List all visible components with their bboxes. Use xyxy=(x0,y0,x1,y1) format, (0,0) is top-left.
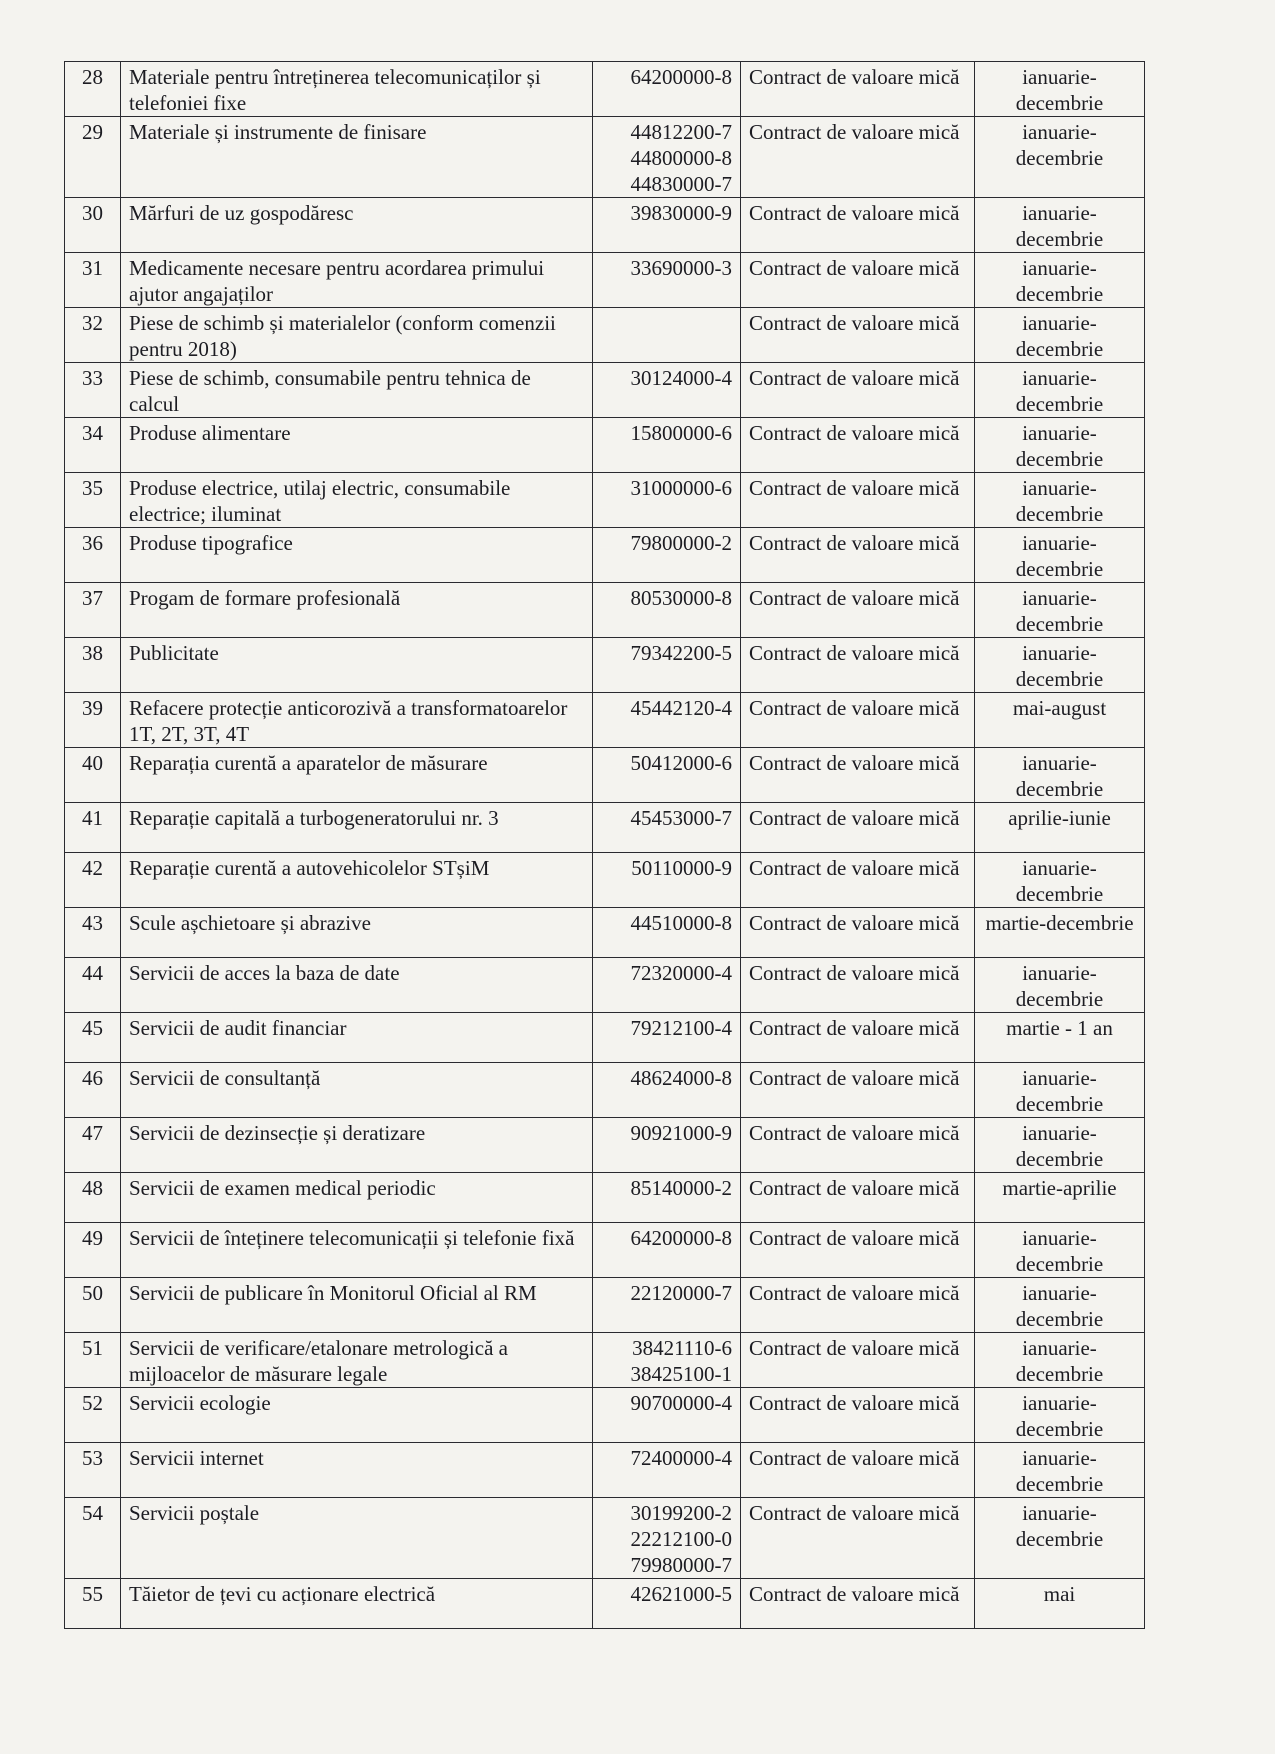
contract-type-cell: Contract de valoare mică xyxy=(741,1388,975,1443)
contract-type-cell: Contract de valoare mică xyxy=(741,117,975,198)
cpv-code-cell: 42621000-5 xyxy=(593,1579,741,1629)
row-number-cell: 40 xyxy=(65,748,121,803)
table-row xyxy=(65,1443,1145,1498)
row-number-cell: 41 xyxy=(65,803,121,853)
contract-type-cell: Contract de valoare mică xyxy=(741,1278,975,1333)
cpv-code-cell: 44812200-7 44800000-8 44830000-7 xyxy=(593,117,741,198)
term-cell: martie-decembrie xyxy=(975,908,1145,958)
item-name-cell: Servicii internet xyxy=(121,1443,593,1498)
term-cell: ianuarie-decembrie xyxy=(975,1388,1145,1443)
cpv-code-cell: 50412000-6 xyxy=(593,748,741,803)
term-cell: ianuarie-decembrie xyxy=(975,1118,1145,1173)
cpv-code-cell: 64200000-8 xyxy=(593,1223,741,1278)
item-name-cell: Servicii de dezinsecție și deratizare xyxy=(121,1118,593,1173)
row-number-cell: 47 xyxy=(65,1118,121,1173)
table-row xyxy=(65,62,1145,117)
cpv-code-cell: 79342200-5 xyxy=(593,638,741,693)
row-number-cell: 33 xyxy=(65,363,121,418)
item-name-cell: Servicii de înteținere telecomunicații și telefonie fixă xyxy=(121,1223,593,1278)
table-row xyxy=(65,1498,1145,1579)
contract-type-cell: Contract de valoare mică xyxy=(741,1333,975,1388)
item-name-cell: Scule așchietoare și abrazive xyxy=(121,908,593,958)
contract-type-cell: Contract de valoare mică xyxy=(741,693,975,748)
row-number-cell: 35 xyxy=(65,473,121,528)
item-name-cell: Servicii de acces la baza de date xyxy=(121,958,593,1013)
item-name-cell: Servicii de audit financiar xyxy=(121,1013,593,1063)
contract-type-cell: Contract de valoare mică xyxy=(741,1173,975,1223)
row-number-cell: 44 xyxy=(65,958,121,1013)
contract-type-cell: Contract de valoare mică xyxy=(741,198,975,253)
term-cell: ianuarie-decembrie xyxy=(975,958,1145,1013)
cpv-code-cell: 79212100-4 xyxy=(593,1013,741,1063)
row-number-cell: 46 xyxy=(65,1063,121,1118)
term-cell: mai-august xyxy=(975,693,1145,748)
cpv-code-cell: 79800000-2 xyxy=(593,528,741,583)
table-row xyxy=(65,803,1145,853)
cpv-code-cell: 30199200-2 22212100-0 79980000-7 xyxy=(593,1498,741,1579)
item-name-cell: Servicii de consultanță xyxy=(121,1063,593,1118)
term-cell: martie-aprilie xyxy=(975,1173,1145,1223)
row-number-cell: 39 xyxy=(65,693,121,748)
row-number-cell: 50 xyxy=(65,1278,121,1333)
table-row xyxy=(65,1223,1145,1278)
item-name-cell: Publicitate xyxy=(121,638,593,693)
contract-type-cell: Contract de valoare mică xyxy=(741,748,975,803)
item-name-cell: Servicii de publicare în Monitorul Oficial al RM xyxy=(121,1278,593,1333)
item-name-cell: Servicii de verificare/etalonare metrologică a mijloacelor de măsurare legale xyxy=(121,1333,593,1388)
contract-type-cell: Contract de valoare mică xyxy=(741,1443,975,1498)
row-number-cell: 55 xyxy=(65,1579,121,1629)
cpv-code-cell: 50110000-9 xyxy=(593,853,741,908)
item-name-cell: Servicii poștale xyxy=(121,1498,593,1579)
row-number-cell: 32 xyxy=(65,308,121,363)
row-number-cell: 49 xyxy=(65,1223,121,1278)
contract-type-cell: Contract de valoare mică xyxy=(741,253,975,308)
table-row xyxy=(65,1579,1145,1629)
row-number-cell: 54 xyxy=(65,1498,121,1579)
term-cell: ianuarie-decembrie xyxy=(975,1443,1145,1498)
table-row xyxy=(65,908,1145,958)
table-row xyxy=(65,1388,1145,1443)
contract-type-cell: Contract de valoare mică xyxy=(741,308,975,363)
row-number-cell: 36 xyxy=(65,528,121,583)
term-cell: ianuarie-decembrie xyxy=(975,363,1145,418)
item-name-cell: Reparație capitală a turbogeneratorului nr. 3 xyxy=(121,803,593,853)
contract-type-cell: Contract de valoare mică xyxy=(741,1498,975,1579)
cpv-code-cell: 72400000-4 xyxy=(593,1443,741,1498)
table-row xyxy=(65,958,1145,1013)
table-row xyxy=(65,1118,1145,1173)
item-name-cell: Tăietor de țevi cu acționare electrică xyxy=(121,1579,593,1629)
item-name-cell: Materiale pentru întreținerea telecomunicaților și telefoniei fixe xyxy=(121,62,593,117)
term-cell: martie - 1 an xyxy=(975,1013,1145,1063)
table-row xyxy=(65,748,1145,803)
item-name-cell: Servicii de examen medical periodic xyxy=(121,1173,593,1223)
table-row xyxy=(65,1013,1145,1063)
contract-type-cell: Contract de valoare mică xyxy=(741,638,975,693)
procurement-table xyxy=(64,61,1145,1629)
item-name-cell: Materiale și instrumente de finisare xyxy=(121,117,593,198)
term-cell: ianuarie-decembrie xyxy=(975,1063,1145,1118)
table-row xyxy=(65,853,1145,908)
contract-type-cell: Contract de valoare mică xyxy=(741,1013,975,1063)
table-row xyxy=(65,473,1145,528)
term-cell: ianuarie-decembrie xyxy=(975,1498,1145,1579)
table-row xyxy=(65,418,1145,473)
term-cell: ianuarie-decembrie xyxy=(975,1333,1145,1388)
table-row xyxy=(65,583,1145,638)
row-number-cell: 52 xyxy=(65,1388,121,1443)
item-name-cell: Medicamente necesare pentru acordarea primului ajutor angajaților xyxy=(121,253,593,308)
row-number-cell: 42 xyxy=(65,853,121,908)
row-number-cell: 48 xyxy=(65,1173,121,1223)
term-cell: ianuarie-decembrie xyxy=(975,473,1145,528)
term-cell: ianuarie-decembrie xyxy=(975,198,1145,253)
cpv-code-cell: 90921000-9 xyxy=(593,1118,741,1173)
item-name-cell: Produse tipografice xyxy=(121,528,593,583)
cpv-code-cell: 38421110-6 38425100-1 xyxy=(593,1333,741,1388)
cpv-code-cell: 85140000-2 xyxy=(593,1173,741,1223)
term-cell: ianuarie-decembrie xyxy=(975,418,1145,473)
contract-type-cell: Contract de valoare mică xyxy=(741,1063,975,1118)
table-row xyxy=(65,1333,1145,1388)
row-number-cell: 31 xyxy=(65,253,121,308)
item-name-cell: Refacere protecție anticorozivă a transformatoarelor 1T, 2T, 3T, 4T xyxy=(121,693,593,748)
table-row xyxy=(65,1063,1145,1118)
term-cell: ianuarie-decembrie xyxy=(975,853,1145,908)
table-row xyxy=(65,638,1145,693)
item-name-cell: Reparația curentă a aparatelor de măsurare xyxy=(121,748,593,803)
row-number-cell: 29 xyxy=(65,117,121,198)
table-row xyxy=(65,1278,1145,1333)
contract-type-cell: Contract de valoare mică xyxy=(741,958,975,1013)
item-name-cell: Piese de schimb, consumabile pentru tehnica de calcul xyxy=(121,363,593,418)
table-row xyxy=(65,363,1145,418)
row-number-cell: 37 xyxy=(65,583,121,638)
item-name-cell: Produse electrice, utilaj electric, consumabile electrice; iluminat xyxy=(121,473,593,528)
cpv-code-cell: 72320000-4 xyxy=(593,958,741,1013)
contract-type-cell: Contract de valoare mică xyxy=(741,583,975,638)
term-cell: mai xyxy=(975,1579,1145,1629)
term-cell: ianuarie-decembrie xyxy=(975,308,1145,363)
table-row xyxy=(65,308,1145,363)
contract-type-cell: Contract de valoare mică xyxy=(741,363,975,418)
cpv-code-cell: 15800000-6 xyxy=(593,418,741,473)
item-name-cell: Produse alimentare xyxy=(121,418,593,473)
item-name-cell: Reparație curentă a autovehicolelor STșiM xyxy=(121,853,593,908)
contract-type-cell: Contract de valoare mică xyxy=(741,62,975,117)
term-cell: ianuarie-decembrie xyxy=(975,638,1145,693)
item-name-cell: Piese de schimb și materialelor (conform comenzii pentru 2018) xyxy=(121,308,593,363)
cpv-code-cell xyxy=(593,308,741,363)
term-cell: ianuarie-decembrie xyxy=(975,1278,1145,1333)
item-name-cell: Progam de formare profesională xyxy=(121,583,593,638)
contract-type-cell: Contract de valoare mică xyxy=(741,1579,975,1629)
procurement-table-body xyxy=(65,62,1145,1629)
cpv-code-cell: 30124000-4 xyxy=(593,363,741,418)
table-row xyxy=(65,528,1145,583)
row-number-cell: 34 xyxy=(65,418,121,473)
cpv-code-cell: 45442120-4 xyxy=(593,693,741,748)
cpv-code-cell: 45453000-7 xyxy=(593,803,741,853)
cpv-code-cell: 22120000-7 xyxy=(593,1278,741,1333)
table-row xyxy=(65,253,1145,308)
cpv-code-cell: 64200000-8 xyxy=(593,62,741,117)
contract-type-cell: Contract de valoare mică xyxy=(741,1118,975,1173)
contract-type-cell: Contract de valoare mică xyxy=(741,418,975,473)
term-cell: ianuarie-decembrie xyxy=(975,1223,1145,1278)
cpv-code-cell: 33690000-3 xyxy=(593,253,741,308)
item-name-cell: Servicii ecologie xyxy=(121,1388,593,1443)
contract-type-cell: Contract de valoare mică xyxy=(741,853,975,908)
table-row xyxy=(65,117,1145,198)
term-cell: ianuarie-decembrie xyxy=(975,748,1145,803)
contract-type-cell: Contract de valoare mică xyxy=(741,908,975,958)
row-number-cell: 38 xyxy=(65,638,121,693)
term-cell: ianuarie-decembrie xyxy=(975,253,1145,308)
item-name-cell: Mărfuri de uz gospodăresc xyxy=(121,198,593,253)
contract-type-cell: Contract de valoare mică xyxy=(741,803,975,853)
table-row xyxy=(65,1173,1145,1223)
row-number-cell: 30 xyxy=(65,198,121,253)
table-row xyxy=(65,693,1145,748)
contract-type-cell: Contract de valoare mică xyxy=(741,1223,975,1278)
cpv-code-cell: 80530000-8 xyxy=(593,583,741,638)
term-cell: ianuarie-decembrie xyxy=(975,62,1145,117)
cpv-code-cell: 39830000-9 xyxy=(593,198,741,253)
table-row xyxy=(65,198,1145,253)
contract-type-cell: Contract de valoare mică xyxy=(741,473,975,528)
term-cell: ianuarie-decembrie xyxy=(975,583,1145,638)
term-cell: aprilie-iunie xyxy=(975,803,1145,853)
contract-type-cell: Contract de valoare mică xyxy=(741,528,975,583)
cpv-code-cell: 44510000-8 xyxy=(593,908,741,958)
cpv-code-cell: 48624000-8 xyxy=(593,1063,741,1118)
cpv-code-cell: 90700000-4 xyxy=(593,1388,741,1443)
row-number-cell: 43 xyxy=(65,908,121,958)
row-number-cell: 28 xyxy=(65,62,121,117)
cpv-code-cell: 31000000-6 xyxy=(593,473,741,528)
term-cell: ianuarie-decembrie xyxy=(975,117,1145,198)
term-cell: ianuarie-decembrie xyxy=(975,528,1145,583)
row-number-cell: 53 xyxy=(65,1443,121,1498)
row-number-cell: 45 xyxy=(65,1013,121,1063)
row-number-cell: 51 xyxy=(65,1333,121,1388)
